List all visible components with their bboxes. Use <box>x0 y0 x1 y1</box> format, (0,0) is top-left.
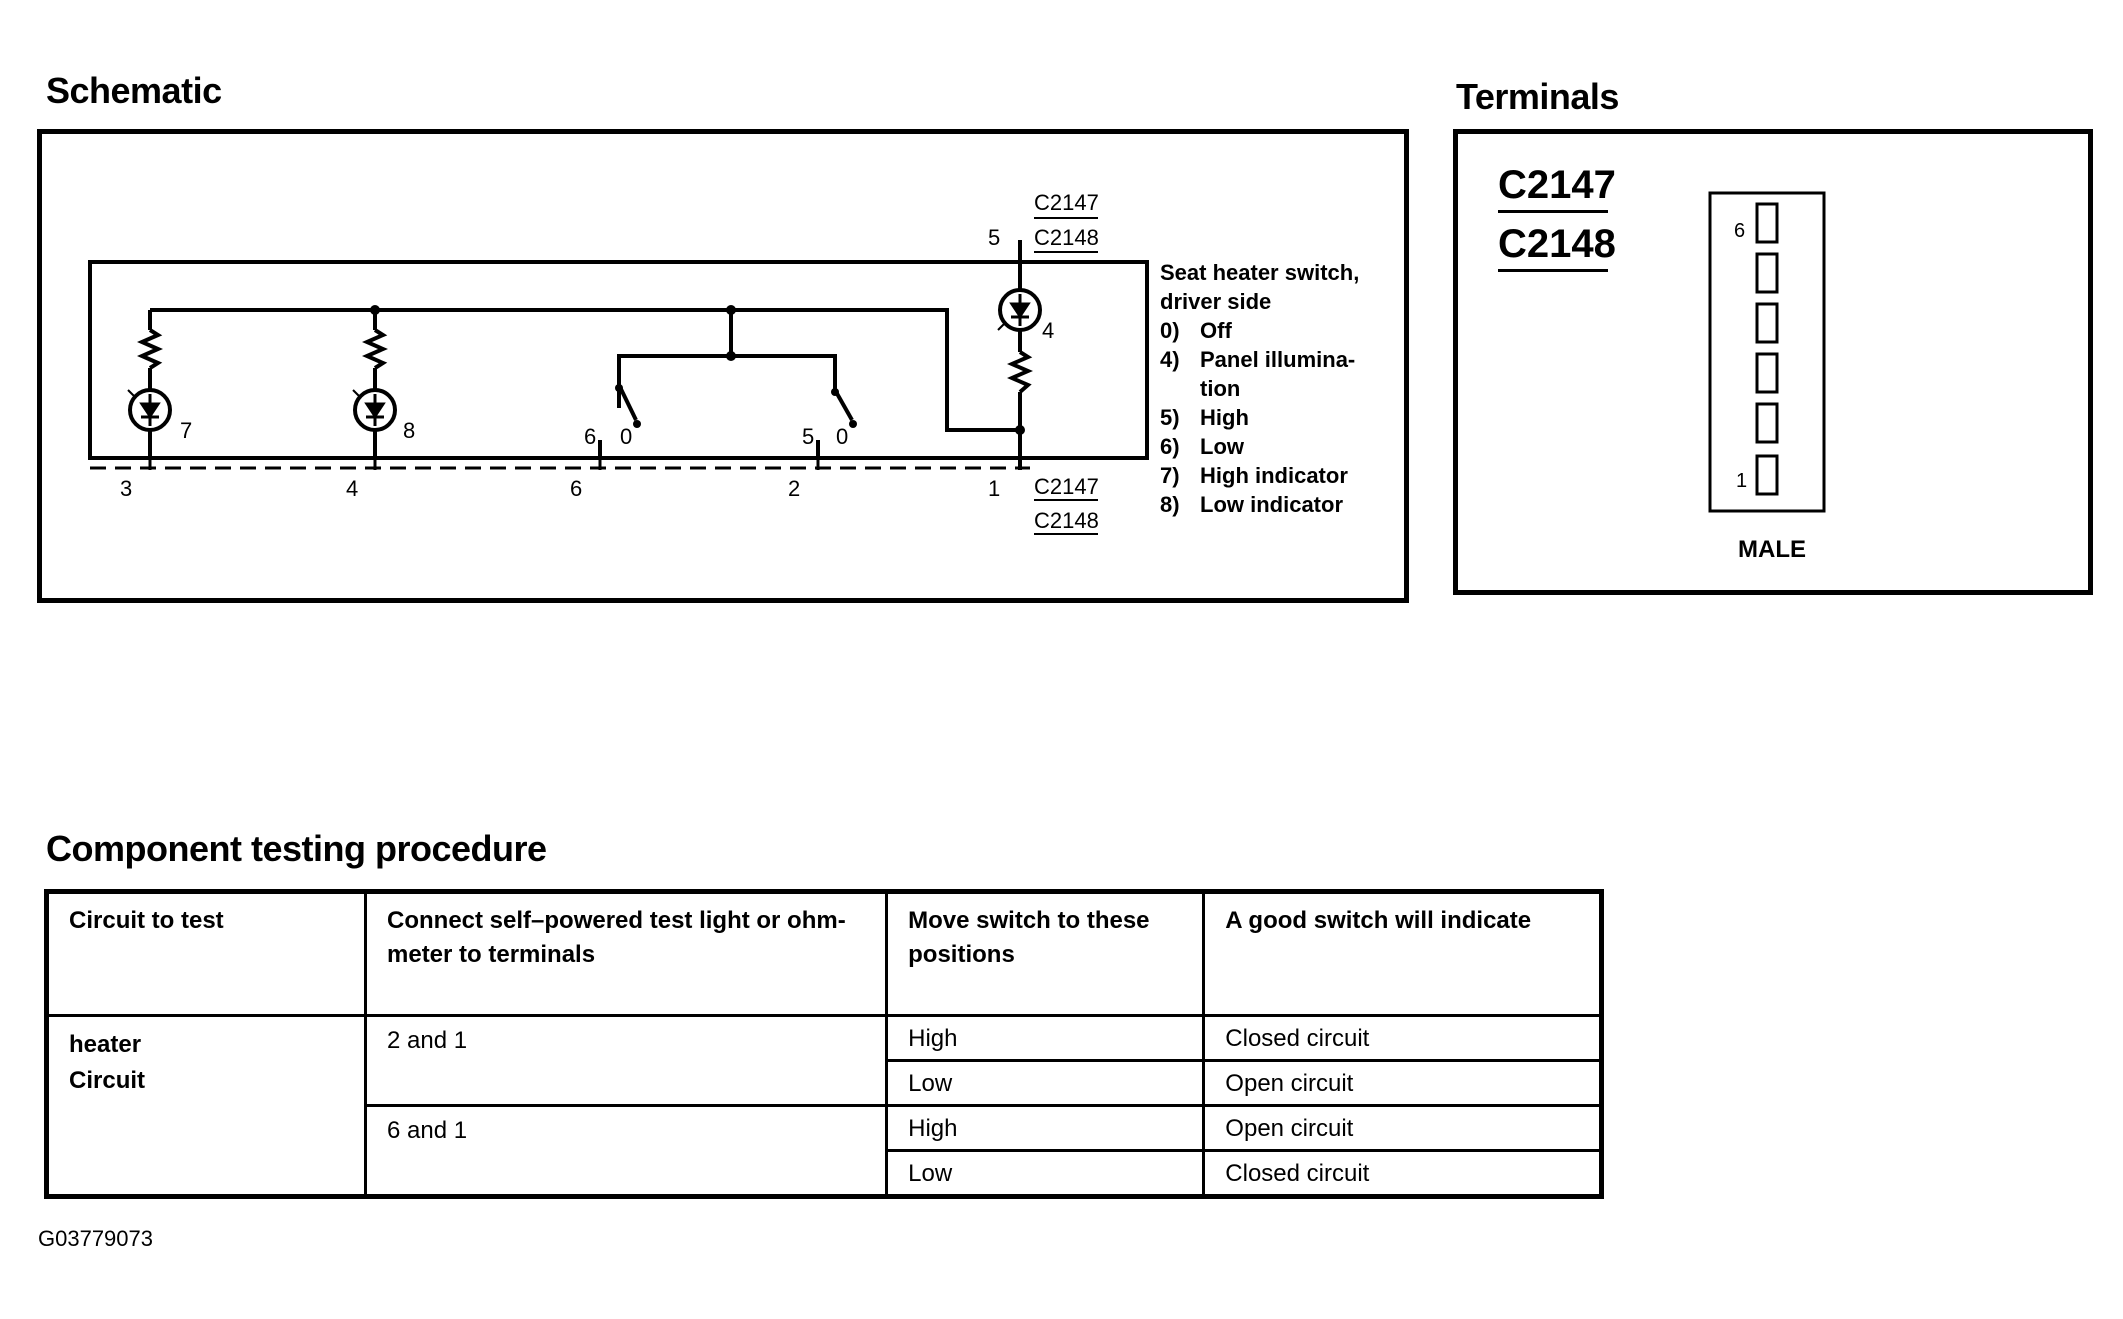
terminal-label-6: 6 <box>1734 220 1746 242</box>
terminal-pin-4 <box>1757 304 1777 342</box>
connector-bottom-c2148: C2148 <box>1034 508 1099 533</box>
result-cell: Open circuit <box>1204 1061 1602 1106</box>
schematic-title: Schematic <box>46 70 222 111</box>
connector-top-c2148: C2148 <box>1034 225 1099 250</box>
switch1-pos-low: 6 <box>584 424 597 449</box>
legend-num: 4) <box>1160 347 1180 372</box>
legend-text: Panel illumina- <box>1200 347 1356 372</box>
terminal-pin-2 <box>1757 404 1777 442</box>
header-result: A good switch will indicate <box>1204 892 1602 1016</box>
legend-title-line2: driver side <box>1160 289 1272 314</box>
resistor-4 <box>1012 352 1028 392</box>
position-cell: Low <box>887 1151 1204 1197</box>
terminals-title: Terminals <box>1456 76 1619 117</box>
legend-item <box>1160 403 1400 432</box>
circuit-cell <box>47 1016 366 1197</box>
result-cell: Closed circuit <box>1204 1151 1602 1197</box>
terminal-label-1: 1 <box>1736 470 1748 492</box>
legend-item <box>1160 316 1400 345</box>
legend-text: High <box>1200 405 1249 430</box>
lamp-label-8: 8 <box>403 418 416 443</box>
wire-switch-bus <box>619 356 835 408</box>
switch1-pos-off: 0 <box>620 424 633 449</box>
pin-bottom-3: 3 <box>120 476 133 501</box>
figure-id: G03779073 <box>38 1226 153 1251</box>
legend-num: 5) <box>1160 405 1180 430</box>
legend-text: Low indicator <box>1200 492 1343 517</box>
connector-bottom-c2147: C2147 <box>1034 474 1099 499</box>
legend-text: Off <box>1200 318 1232 343</box>
resistor-7 <box>142 330 158 368</box>
legend-text-cont: tion <box>1200 376 1241 401</box>
pin-bottom-4: 4 <box>346 476 359 501</box>
result-cell: Open circuit <box>1204 1106 1602 1151</box>
result-cell: Closed circuit <box>1204 1016 1602 1061</box>
connector-face <box>1700 190 1840 520</box>
terminals-connector-c2147: C2147 <box>1498 160 1608 213</box>
pin-top-5: 5 <box>988 225 1001 250</box>
procedure-table <box>44 889 1604 1199</box>
lamp-label-4: 4 <box>1042 318 1055 343</box>
wire-top-bus <box>150 310 1020 430</box>
terminal-pin-1 <box>1757 456 1777 494</box>
connector-top-c2147: C2147 <box>1034 190 1099 215</box>
legend-title-line1: Seat heater switch, <box>1160 260 1360 285</box>
position-cell: High <box>887 1016 1204 1061</box>
terminal-pin-5 <box>1757 254 1777 292</box>
legend-item <box>1160 490 1400 519</box>
legend-item <box>1160 345 1400 374</box>
position-cell: Low <box>887 1061 1204 1106</box>
position-cell: High <box>887 1106 1204 1151</box>
terminals-cell: 6 and 1 <box>366 1106 887 1197</box>
legend-text: Low <box>1200 434 1244 459</box>
terminals-connectors <box>1498 160 1616 278</box>
legend-num: 8) <box>1160 492 1180 517</box>
header-positions: Move switch to these positions <box>887 892 1204 1016</box>
terminals-cell: 2 and 1 <box>366 1016 887 1106</box>
pin-bottom-6: 6 <box>570 476 583 501</box>
legend-num: 7) <box>1160 463 1180 488</box>
circuit-line2: Circuit <box>69 1067 146 1094</box>
pin-bottom-2: 2 <box>788 476 801 501</box>
legend-item <box>1160 432 1400 461</box>
legend-item <box>1160 461 1400 490</box>
table-header-row <box>47 892 1602 1016</box>
circuit-line1: heater <box>69 1031 142 1058</box>
table-row <box>47 1016 1602 1061</box>
header-terminals: Connect self–powered test light or ohm-meter to terminals <box>366 892 887 1016</box>
switch2-pos-high: 5 <box>802 424 815 449</box>
procedure-title: Component testing procedure <box>46 828 547 869</box>
switch2-pos-off: 0 <box>836 424 849 449</box>
header-circuit: Circuit to test <box>47 892 366 1016</box>
terminal-pin-3 <box>1757 354 1777 392</box>
terminals-connector-c2148: C2148 <box>1498 219 1608 272</box>
resistor-8 <box>367 330 383 368</box>
schematic-legend <box>1160 258 1400 519</box>
pin-bottom-1: 1 <box>988 476 1001 501</box>
terminals-gender: MALE <box>1738 536 1806 563</box>
legend-text: High indicator <box>1200 463 1348 488</box>
lamp-label-7: 7 <box>180 418 193 443</box>
legend-num: 0) <box>1160 318 1180 343</box>
terminal-pin-6 <box>1757 204 1777 242</box>
legend-num: 6) <box>1160 434 1180 459</box>
